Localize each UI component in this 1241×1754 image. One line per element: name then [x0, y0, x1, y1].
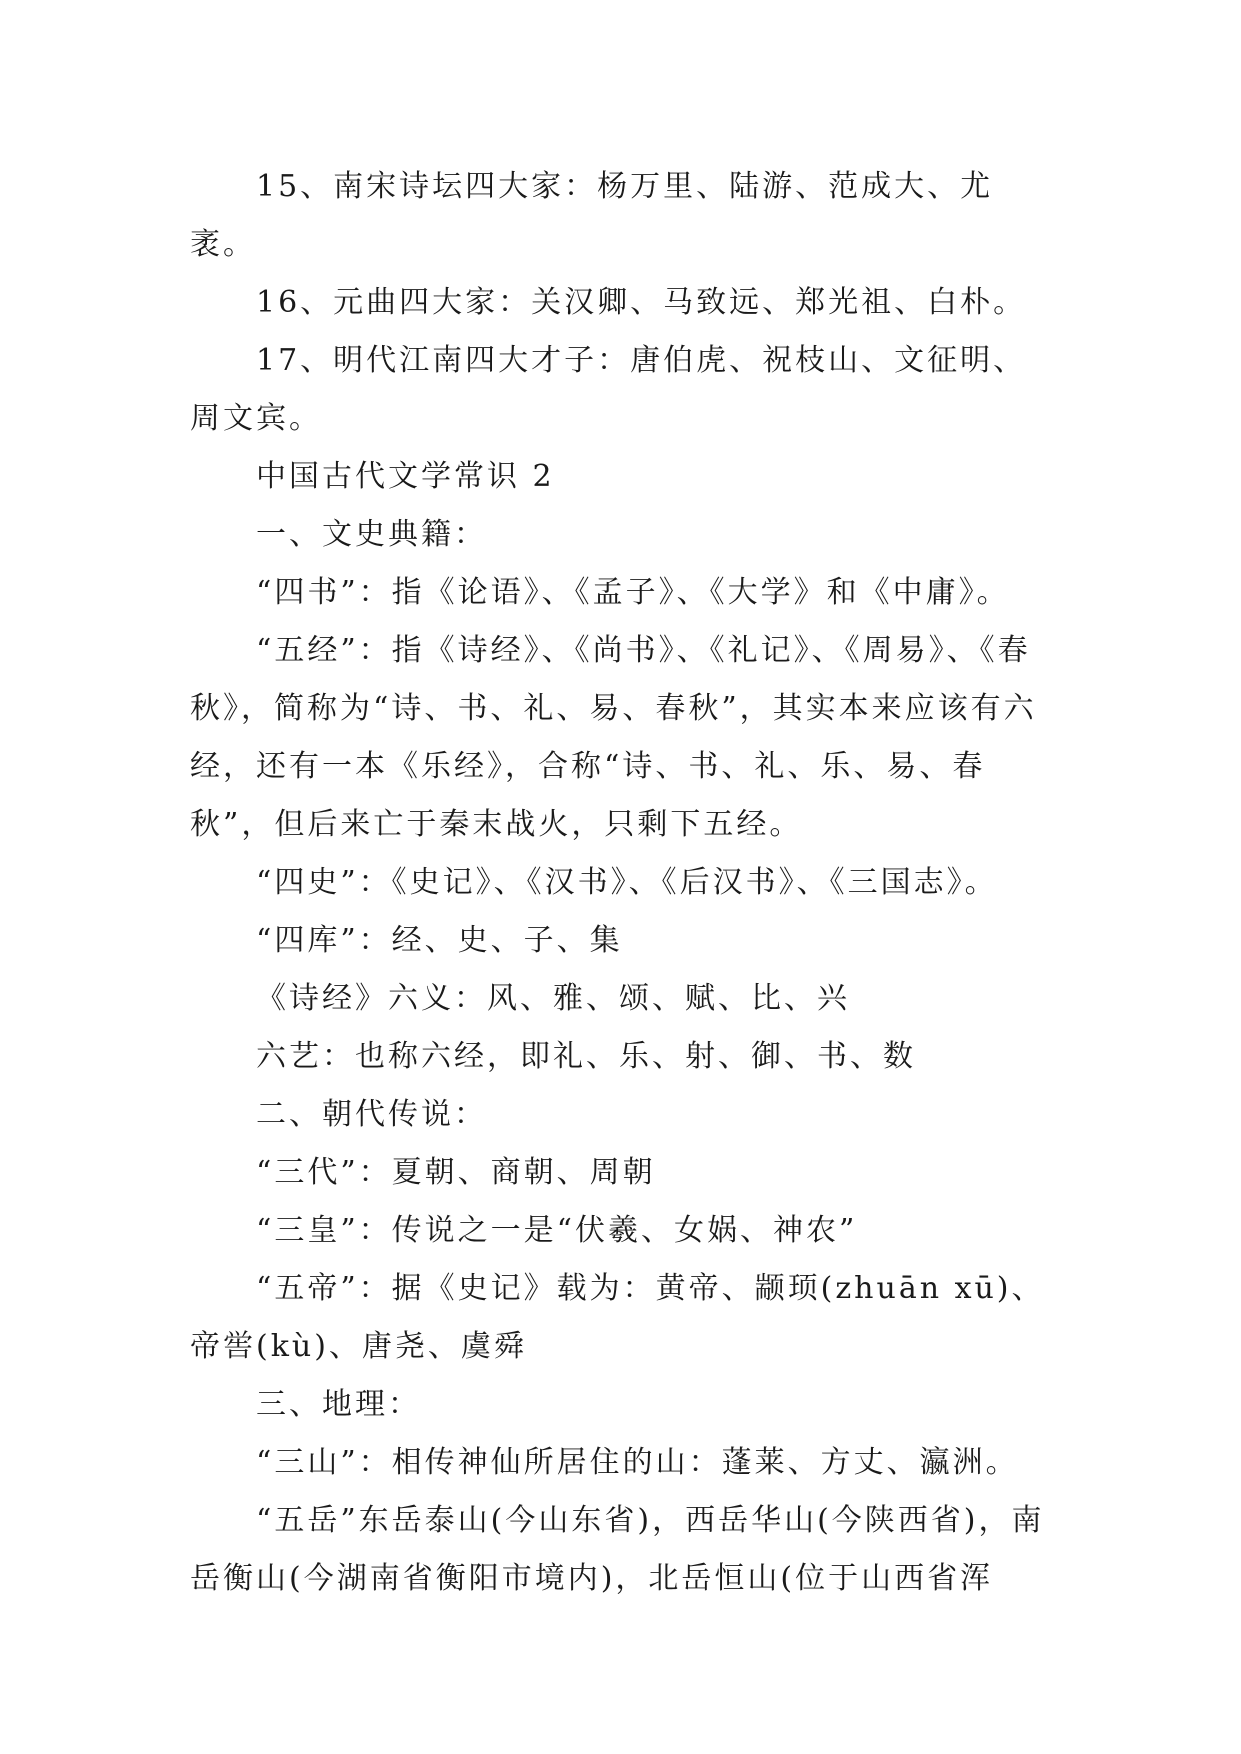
paragraph-five-emperors: “五帝”：据《史记》载为：黄帝、颛顼(zhuān xū)、帝喾(kù)、唐尧、虞舜 [190, 1271, 1045, 1364]
heading-dynasties: 二、朝代传说： [256, 1097, 487, 1132]
paragraph-three-sovereigns: “三皇”：传说之一是“伏羲、女娲、神农” [256, 1213, 858, 1248]
paragraph-six-arts: 六艺：也称六经，即礼、乐、射、御、书、数 [256, 1039, 916, 1074]
paragraph-five-peaks: “五岳”东岳泰山(今山东省)，西岳华山(今陕西省)，南岳衡山(今湖南省衡阳市境内)，北岳恒山(位于山西省浑 [190, 1503, 1045, 1596]
heading-geography: 三、地理： [256, 1387, 421, 1422]
paragraph-three-mountains: “三山”：相传神仙所居住的山：蓬莱、方丈、瀛洲。 [256, 1445, 1019, 1480]
paragraph-five-classics: “五经”：指《诗经》、《尚书》、《礼记》、《周易》、《春秋》，简称为“诗、书、礼、易、春秋”，其实本来应该有六经，还有一本《乐经》，合称“诗、书、礼、乐、易、春秋”，但后来亡于秦末战火，只剩下五经。 [190, 633, 1037, 842]
section-title: 中国古代文学常识 2 [256, 459, 555, 494]
paragraph-four-histories: “四史”：《史记》、《汉书》、《后汉书》、《三国志》。 [256, 865, 998, 900]
paragraph-item-15: 15、南宋诗坛四大家：杨万里、陆游、范成大、尤袤。 [190, 169, 994, 262]
document-body [190, 158, 1050, 1608]
paragraph-four-repositories: “四库”：经、史、子、集 [256, 923, 623, 958]
paragraph-item-16: 16、元曲四大家：关汉卿、马致远、郑光祖、白朴。 [256, 285, 1027, 320]
paragraph-three-dynasties: “三代”：夏朝、商朝、周朝 [256, 1155, 656, 1190]
paragraph-four-books: “四书”：指《论语》、《孟子》、《大学》和《中庸》。 [256, 575, 1010, 610]
heading-classics: 一、文史典籍： [256, 517, 487, 552]
paragraph-item-17: 17、明代江南四大才子：唐伯虎、祝枝山、文征明、周文宾。 [190, 343, 1027, 436]
paragraph-six-meanings: 《诗经》六义：风、雅、颂、赋、比、兴 [256, 981, 850, 1016]
